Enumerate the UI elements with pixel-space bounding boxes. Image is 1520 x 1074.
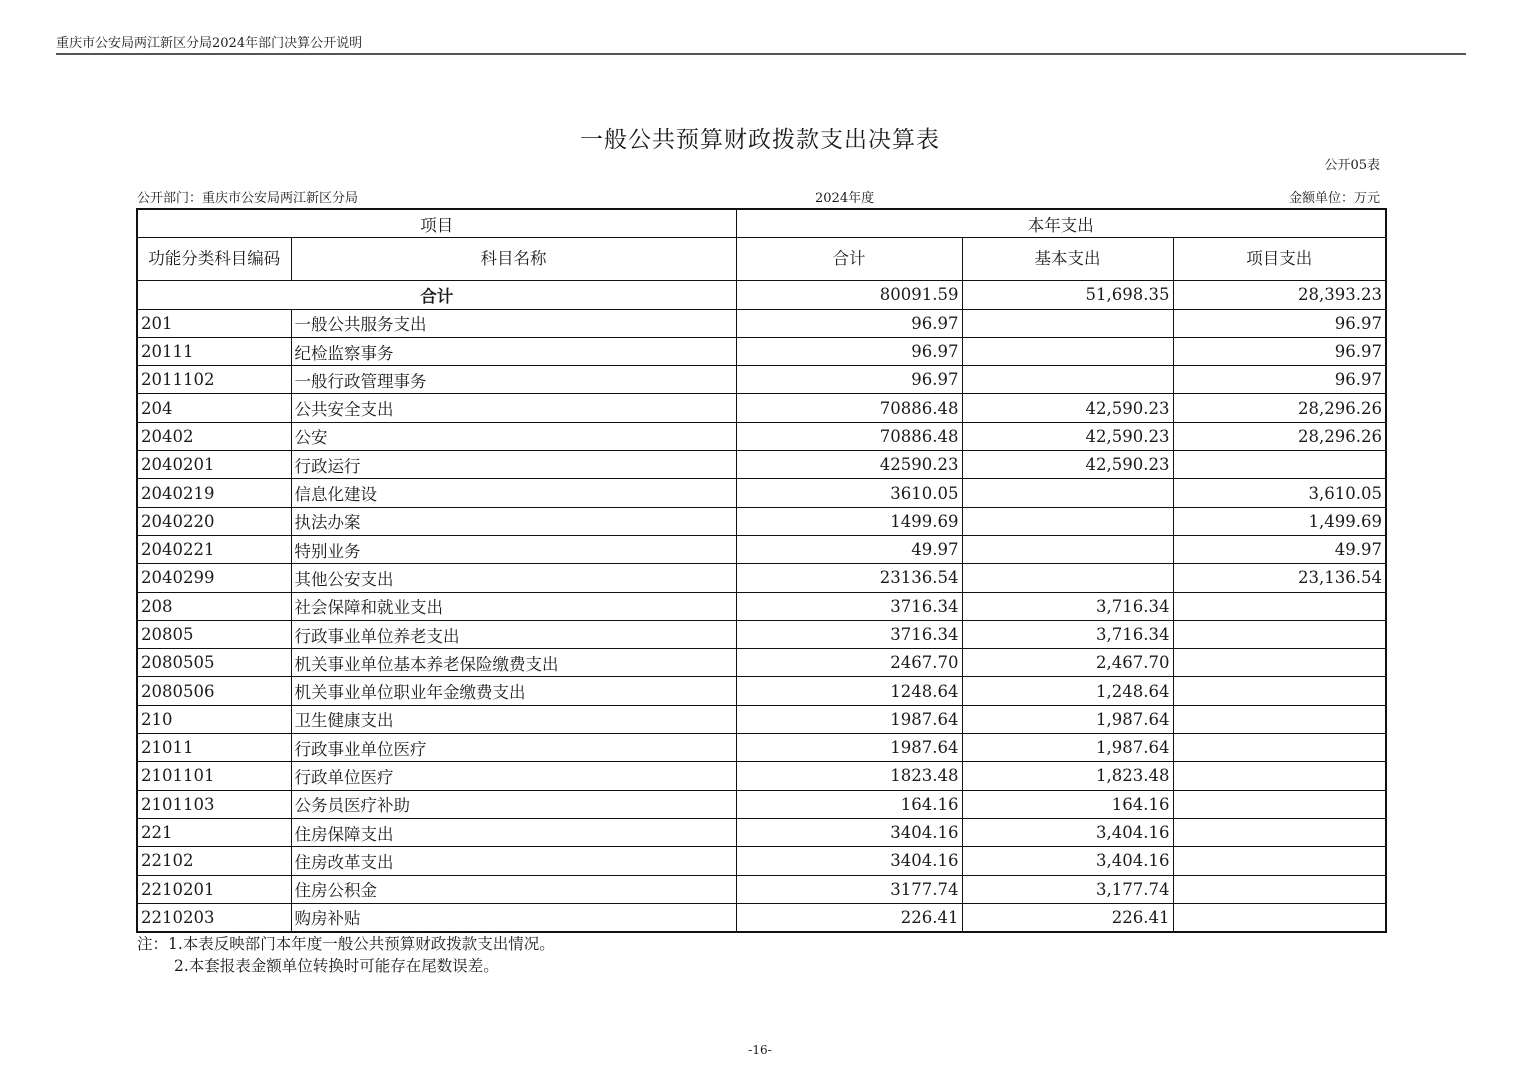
amount-unit-label: 金额单位：万元 <box>1288 191 1380 206</box>
row-total: 3177.74 <box>736 875 962 903</box>
row-basic: 3,716.34 <box>962 620 1173 648</box>
row-code: 210 <box>137 705 291 733</box>
row-project <box>1173 903 1386 932</box>
row-basic: 1,987.64 <box>962 734 1173 762</box>
row-total: 1248.64 <box>736 677 962 705</box>
row-project <box>1173 677 1386 705</box>
row-project <box>1173 790 1386 818</box>
total-sum: 80091.59 <box>736 281 962 309</box>
row-project <box>1173 705 1386 733</box>
header-item: 项目 <box>137 209 736 238</box>
row-code: 2210203 <box>137 903 291 932</box>
running-header: 重庆市公安局两江新区分局2024年部门决算公开说明 <box>56 36 363 51</box>
row-project: 96.97 <box>1173 366 1386 394</box>
table-row <box>137 734 1386 762</box>
row-total: 96.97 <box>736 337 962 365</box>
row-basic <box>962 479 1173 507</box>
row-project: 23,136.54 <box>1173 564 1386 592</box>
row-name: 一般公共服务支出 <box>291 309 736 337</box>
row-basic: 42,590.23 <box>962 422 1173 450</box>
row-name: 机关事业单位职业年金缴费支出 <box>291 677 736 705</box>
table-row <box>137 790 1386 818</box>
row-project: 1,499.69 <box>1173 507 1386 535</box>
row-total: 164.16 <box>736 790 962 818</box>
header-project: 项目支出 <box>1173 238 1386 281</box>
table-row <box>137 620 1386 648</box>
row-name: 信息化建设 <box>291 479 736 507</box>
row-name: 购房补贴 <box>291 903 736 932</box>
table-row <box>137 366 1386 394</box>
row-total: 226.41 <box>736 903 962 932</box>
row-project <box>1173 875 1386 903</box>
header-basic: 基本支出 <box>962 238 1173 281</box>
row-code: 20805 <box>137 620 291 648</box>
row-basic <box>962 366 1173 394</box>
table-row <box>137 705 1386 733</box>
row-name: 纪检监察事务 <box>291 337 736 365</box>
row-code: 20402 <box>137 422 291 450</box>
table-row <box>137 649 1386 677</box>
row-total: 2467.70 <box>736 649 962 677</box>
row-basic: 3,404.16 <box>962 847 1173 875</box>
table-row <box>137 309 1386 337</box>
row-code: 2101103 <box>137 790 291 818</box>
row-basic: 3,177.74 <box>962 875 1173 903</box>
row-basic <box>962 564 1173 592</box>
row-total: 42590.23 <box>736 451 962 479</box>
row-code: 2040220 <box>137 507 291 535</box>
row-name: 住房保障支出 <box>291 818 736 846</box>
row-name: 执法办案 <box>291 507 736 535</box>
footnote-2: 2.本套报表金额单位转换时可能存在尾数误差。 <box>174 957 499 975</box>
header-current-year: 本年支出 <box>736 209 1386 238</box>
table-row <box>137 451 1386 479</box>
row-name: 公务员医疗补助 <box>291 790 736 818</box>
table-row <box>137 422 1386 450</box>
row-total: 23136.54 <box>736 564 962 592</box>
row-code: 221 <box>137 818 291 846</box>
row-name: 一般行政管理事务 <box>291 366 736 394</box>
row-code: 201 <box>137 309 291 337</box>
row-name: 住房公积金 <box>291 875 736 903</box>
row-basic: 164.16 <box>962 790 1173 818</box>
row-project: 96.97 <box>1173 309 1386 337</box>
table-row <box>137 762 1386 790</box>
footnote-1: 注：1.本表反映部门本年度一般公共预算财政拨款支出情况。 <box>137 935 555 953</box>
row-code: 2011102 <box>137 366 291 394</box>
row-project <box>1173 818 1386 846</box>
row-project <box>1173 847 1386 875</box>
row-total: 1987.64 <box>736 705 962 733</box>
table-row <box>137 479 1386 507</box>
row-project <box>1173 734 1386 762</box>
row-name: 公安 <box>291 422 736 450</box>
row-basic: 3,404.16 <box>962 818 1173 846</box>
row-basic: 42,590.23 <box>962 451 1173 479</box>
table-row <box>137 564 1386 592</box>
row-project <box>1173 451 1386 479</box>
row-code: 21011 <box>137 734 291 762</box>
row-project <box>1173 762 1386 790</box>
row-basic <box>962 507 1173 535</box>
header-code: 功能分类科目编码 <box>137 238 291 281</box>
row-total: 1499.69 <box>736 507 962 535</box>
row-basic: 3,716.34 <box>962 592 1173 620</box>
row-code: 2040201 <box>137 451 291 479</box>
total-label: 合计 <box>137 281 736 309</box>
header-rule <box>56 53 1466 55</box>
row-code: 208 <box>137 592 291 620</box>
row-basic <box>962 535 1173 563</box>
row-name: 其他公安支出 <box>291 564 736 592</box>
row-project: 28,296.26 <box>1173 422 1386 450</box>
row-name: 机关事业单位基本养老保险缴费支出 <box>291 649 736 677</box>
table-row <box>137 903 1386 932</box>
row-project <box>1173 649 1386 677</box>
row-project <box>1173 620 1386 648</box>
department-label: 公开部门：重庆市公安局两江新区分局 <box>137 191 359 206</box>
row-name: 行政事业单位医疗 <box>291 734 736 762</box>
header-name: 科目名称 <box>291 238 736 281</box>
row-code: 2080505 <box>137 649 291 677</box>
row-total: 3716.34 <box>736 620 962 648</box>
row-basic: 226.41 <box>962 903 1173 932</box>
row-total: 70886.48 <box>736 394 962 422</box>
row-code: 2040221 <box>137 535 291 563</box>
row-basic: 1,987.64 <box>962 705 1173 733</box>
footnotes <box>137 933 555 977</box>
row-project: 49.97 <box>1173 535 1386 563</box>
row-code: 2040219 <box>137 479 291 507</box>
row-code: 22102 <box>137 847 291 875</box>
table-row <box>137 535 1386 563</box>
row-total: 3404.16 <box>736 818 962 846</box>
row-code: 20111 <box>137 337 291 365</box>
row-total: 49.97 <box>736 535 962 563</box>
table-number: 公开05表 <box>1324 158 1380 173</box>
row-name: 卫生健康支出 <box>291 705 736 733</box>
header-total: 合计 <box>736 238 962 281</box>
total-basic: 51,698.35 <box>962 281 1173 309</box>
row-name: 行政运行 <box>291 451 736 479</box>
row-total: 1823.48 <box>736 762 962 790</box>
row-name: 住房改革支出 <box>291 847 736 875</box>
row-basic: 2,467.70 <box>962 649 1173 677</box>
total-row <box>137 281 1386 309</box>
row-code: 2101101 <box>137 762 291 790</box>
table-row <box>137 847 1386 875</box>
row-name: 行政单位医疗 <box>291 762 736 790</box>
row-basic: 42,590.23 <box>962 394 1173 422</box>
row-total: 3404.16 <box>736 847 962 875</box>
row-name: 公共安全支出 <box>291 394 736 422</box>
row-project: 96.97 <box>1173 337 1386 365</box>
row-basic: 1,823.48 <box>962 762 1173 790</box>
row-project: 28,296.26 <box>1173 394 1386 422</box>
row-project: 3,610.05 <box>1173 479 1386 507</box>
table-row <box>137 394 1386 422</box>
page-number: -16- <box>748 1043 772 1057</box>
row-code: 2080506 <box>137 677 291 705</box>
row-code: 2210201 <box>137 875 291 903</box>
row-total: 3716.34 <box>736 592 962 620</box>
expenditure-table <box>136 208 1387 933</box>
table-row <box>137 875 1386 903</box>
row-total: 1987.64 <box>736 734 962 762</box>
row-code: 204 <box>137 394 291 422</box>
row-total: 70886.48 <box>736 422 962 450</box>
row-name: 行政事业单位养老支出 <box>291 620 736 648</box>
table-row <box>137 592 1386 620</box>
table-row <box>137 677 1386 705</box>
row-basic <box>962 337 1173 365</box>
table-row <box>137 507 1386 535</box>
total-project: 28,393.23 <box>1173 281 1386 309</box>
row-basic <box>962 309 1173 337</box>
table-title: 一般公共预算财政拨款支出决算表 <box>580 127 940 153</box>
fiscal-year-label: 2024年度 <box>815 191 875 206</box>
row-code: 2040299 <box>137 564 291 592</box>
row-name: 社会保障和就业支出 <box>291 592 736 620</box>
row-total: 96.97 <box>736 366 962 394</box>
row-total: 3610.05 <box>736 479 962 507</box>
row-basic: 1,248.64 <box>962 677 1173 705</box>
row-name: 特别业务 <box>291 535 736 563</box>
table-row <box>137 337 1386 365</box>
table-row <box>137 818 1386 846</box>
row-total: 96.97 <box>736 309 962 337</box>
row-project <box>1173 592 1386 620</box>
